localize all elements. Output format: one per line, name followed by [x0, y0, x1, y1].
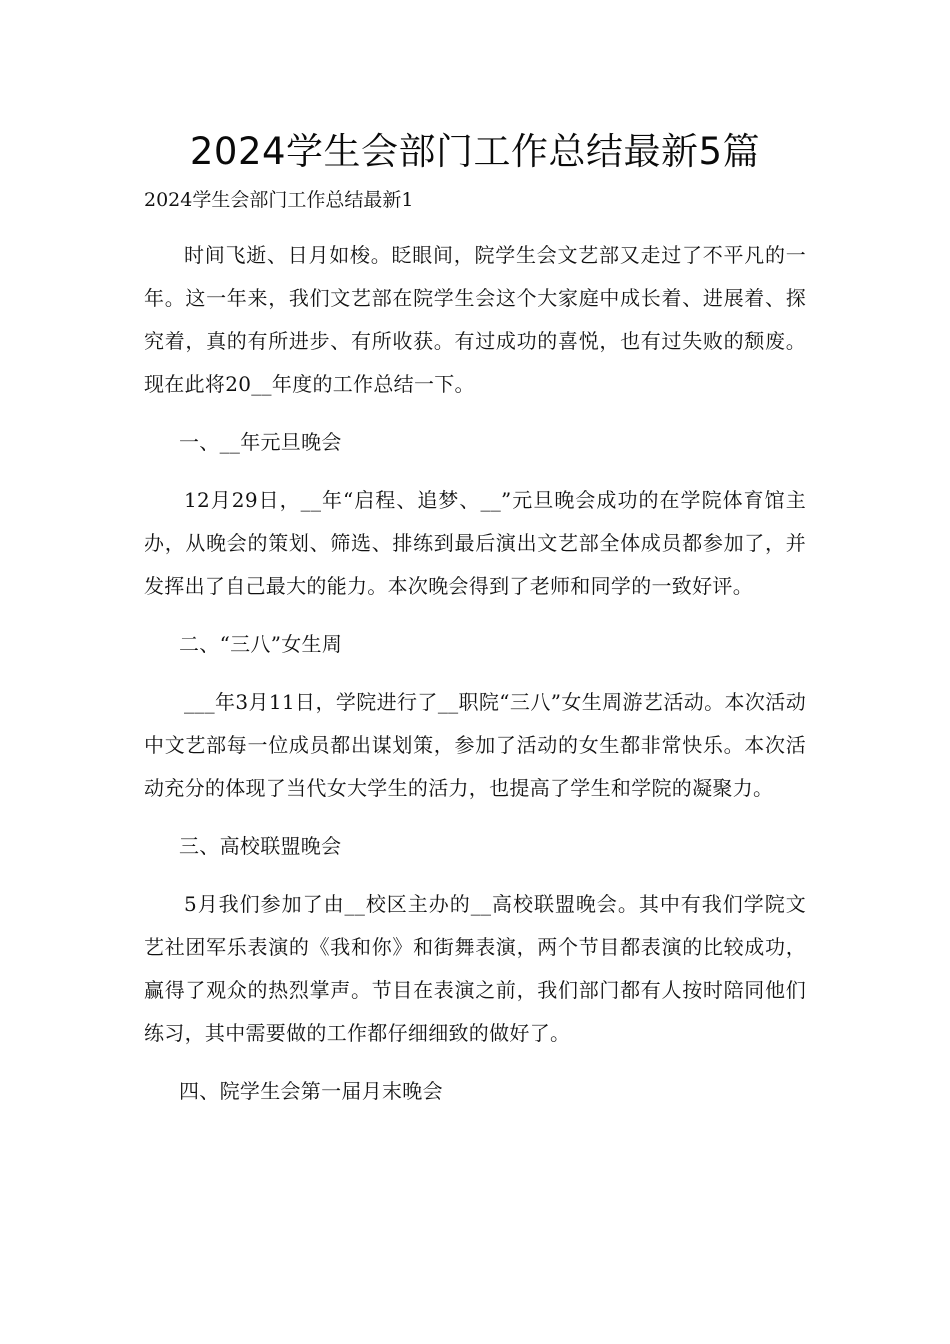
document-subtitle: 2024学生会部门工作总结最新1 [144, 189, 414, 211]
section-heading-womens-week: 二、“三八”女生周 [179, 632, 343, 656]
section-heading-month-end-gala: 四、院学生会第一届月末晚会 [179, 1079, 443, 1103]
paragraph-womens-week: ___年3月11日，学院进行了__职院“三八”女生周游艺活动。本次活动中文艺部每一位成员都出谋划策，参加了活动的女生都非常快乐。本次活动充分的体现了当代女大学生的活力，也提高了学生和学院的凝聚力。 [144, 690, 806, 800]
section-heading-new-year-gala: 一、__年元旦晚会 [179, 430, 342, 454]
document-title: 2024学生会部门工作总结最新5篇 [189, 130, 761, 173]
section-heading-university-alliance: 三、高校联盟晚会 [179, 834, 342, 858]
paragraph-intro: 时间飞逝、日月如梭。眨眼间，院学生会文艺部又走过了不平凡的一年。这一年来，我们文艺部在院学生会这个大家庭中成长着、进展着、探究着，真的有所进步、有所收获。有过成功的喜悦，也有过失败的颓废。现在此将20__年度的工作总结一下。 [144, 243, 806, 396]
paragraph-university-alliance: 5月我们参加了由__校区主办的__高校联盟晚会。其中有我们学院文艺社团军乐表演的《我和你》和街舞表演，两个节目都表演的比较成功，赢得了观众的热烈掌声。节目在表演之前，我们部门都有人按时陪同他们练习，其中需要做的工作都仔细细致的做好了。 [144, 892, 806, 1045]
paragraph-new-year-gala: 12月29日，__年“启程、追梦、__”元旦晚会成功的在学院体育馆主办，从晚会的策划、筛选、排练到最后演出文艺部全体成员都参加了，并发挥出了自己最大的能力。本次晚会得到了老师和同学的一致好评。 [144, 488, 806, 598]
document-body [144, 234, 806, 1128]
